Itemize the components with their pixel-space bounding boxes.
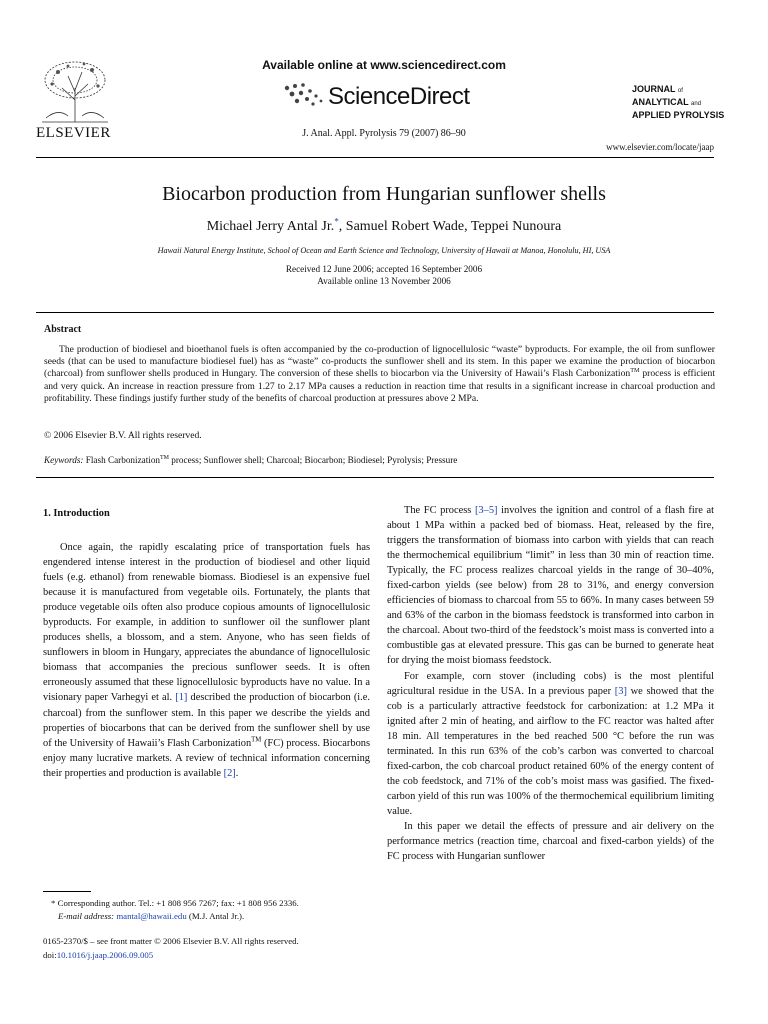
journal-line3: APPLIED PYROLYSIS bbox=[632, 110, 725, 120]
reference-link-3-5[interactable]: [3–5] bbox=[474, 505, 498, 516]
sciencedirect-logo: ScienceDirect bbox=[328, 83, 470, 110]
received-date: Received 12 June 2006; accepted 16 September 2006 bbox=[285, 264, 483, 274]
abstract-bottom-divider bbox=[36, 477, 714, 478]
right-paragraph-2 bbox=[387, 669, 714, 819]
intro-p1-d: . bbox=[235, 767, 239, 779]
available-online-text: Available online at www.sciencedirect.com bbox=[262, 58, 506, 72]
keywords-label: Keywords: bbox=[44, 455, 84, 465]
right-p2-b: we showed that the cob is a particularly attractive feedstock for carbonization: at 1.2 MPa it ignited after 2 min of heating, and airflow to the FC reactor was halted after 18 min. All temperatures in the bed reached 500 °C before the run was terminated. In this run 63% of the cob’s carbon was converted to charcoal fixed-carbon, the cob charcoal product retained 60% of the energy content of the cob feedstock, and 71% of the cob’s moist mass was gasified. The fixed-carbon yield of this run was 100% of the thermochemical equilibrium limiting value. bbox=[387, 685, 714, 817]
intro-p1-c: (FC) process. Biocarbons enjoy many lucrative markets. A review of technical information concerning their properties and production is available bbox=[43, 737, 370, 779]
journal-and: and bbox=[691, 101, 702, 107]
abstract-tm-mark: TM bbox=[630, 367, 640, 375]
left-column bbox=[43, 540, 370, 781]
abstract-text-b: process is efficient and very quick. An increase in reaction pressure from 1.27 to 2.17 MPa causes a reduction in reaction time that results in a significant increase in charcoal production and profitability. These findings justify further study of the benefits of charcoal production at pressures above 2 MPa. bbox=[44, 368, 716, 404]
keywords-a: Flash Carbonization bbox=[83, 455, 161, 465]
affiliation: Hawaii Natural Energy Institute, School of Ocean and Earth Science and Technology, University of Hawaii at Manoa, Honolulu, HI, USA bbox=[157, 246, 611, 255]
reference-link-2[interactable]: [2] bbox=[223, 767, 236, 779]
reference-link-3[interactable]: [3] bbox=[614, 685, 627, 697]
abstract-text bbox=[44, 344, 715, 405]
keywords-b: process; Sunflower shell; Charcoal; Biocarbon; Biodiesel; Pyrolysis; Pressure bbox=[168, 455, 458, 465]
intro-p1-b: described the production of biocarbon (i.e. charcoal) from the sunflower stem. In this paper we describe the yields and properties of biocarbons that can be derived from the sunflower shell by use of the University of Hawaii’s Flash Carbonization bbox=[43, 692, 370, 749]
keywords bbox=[44, 455, 457, 465]
author-1: Michael Jerry Antal Jr. bbox=[206, 219, 335, 234]
sciencedirect-dots-icon bbox=[283, 82, 327, 108]
article-title: Biocarbon production from Hungarian sunflower shells bbox=[162, 183, 606, 205]
doi-label: doi: bbox=[43, 949, 57, 960]
section-heading-introduction: 1. Introduction bbox=[43, 508, 110, 519]
other-authors: , Samuel Robert Wade, Teppei Nunoura bbox=[338, 219, 562, 234]
journal-line1: JOURNAL bbox=[632, 84, 676, 94]
abstract-copyright: © 2006 Elsevier B.V. All rights reserved. bbox=[44, 430, 202, 441]
right-p1-a: The FC process bbox=[404, 505, 475, 516]
abstract-top-divider bbox=[36, 312, 714, 313]
right-p1-b: involves the ignition and control of a flash fire at about 1 MPa within a packed bed of biomass. Heat, released by the fire, triggers the transformation of biomass into carbon with yields that can reach the thermochemical equilibrium “limit” in less than 30 min of reaction time. Typically, the FC process realizes charcoal yields in the range of 30–40%, fixed-carbon yields (see below) from 28 to 31%, and energy conversion efficiencies of biomass to charcoal from 55 to 66%. In many cases between 59 and 63% of the carbon in the biomass feedstock is transformed into carbon in the charcoal. About two-third of the feedstock’s moist mass is converted into a combustible gas at elevated pressure. This gas can be burned to generate heat for drying the moist biomass feedstock. bbox=[387, 505, 714, 667]
doi-link[interactable]: 10.1016/j.jaap.2006.09.005 bbox=[56, 949, 154, 960]
issn-line: 0165-2370/$ – see front matter © 2006 Elsevier B.V. All rights reserved. bbox=[43, 936, 299, 946]
journal-name bbox=[632, 84, 724, 121]
journal-citation: J. Anal. Appl. Pyrolysis 79 (2007) 86–90 bbox=[302, 128, 466, 139]
intro-tm-mark: TM bbox=[251, 736, 262, 744]
article-dates bbox=[0, 263, 768, 287]
journal-line2: ANALYTICAL bbox=[632, 97, 689, 107]
keywords-tm-mark: TM bbox=[160, 454, 169, 461]
intro-paragraph-1 bbox=[43, 540, 370, 781]
header-divider bbox=[36, 157, 714, 158]
footnote-rule bbox=[43, 891, 91, 892]
email-suffix: (M.J. Antal Jr.). bbox=[186, 911, 245, 921]
publisher-name: ELSEVIER bbox=[36, 125, 111, 141]
right-paragraph-1 bbox=[387, 503, 714, 669]
journal-of: of bbox=[677, 88, 683, 94]
right-column bbox=[387, 503, 714, 864]
right-paragraph-3: In this paper we detail the effects of pressure and air delivery on the performance metrics (reaction time, charcoal and fixed-carbon yields) of the FC process with Hungarian sunflower bbox=[387, 820, 714, 863]
email-link[interactable]: mantal@hawaii.edu bbox=[116, 911, 187, 921]
abstract-text-a: The production of biodiesel and bioethanol fuels is often accompanied by the co-production of lignocellulosic “waste” byproducts. For example, the oil from sunflower seeds (that can be used to manufacture biodiesel fuel) has as “waste” co-products the sunflower shell and its stem. In this paper we examine the production of biocarbon (charcoal) from sunflower shells produced in Hungary. The conversion of these shells to biocarbon via the University of Hawaii’s Flash Carbonization bbox=[44, 344, 715, 380]
footnote-text: Corresponding author. Tel.: +1 808 956 7267; fax: +1 808 956 2336. bbox=[55, 898, 299, 908]
corresponding-author-mark[interactable]: * bbox=[334, 216, 339, 227]
available-date: Available online 13 November 2006 bbox=[317, 276, 451, 286]
right-p2-a: For example, corn stover (including cobs) is the most plentiful agricultural residue in the USA. In a previous paper bbox=[387, 670, 714, 697]
front-matter bbox=[43, 935, 373, 962]
journal-url[interactable]: www.elsevier.com/locate/jaap bbox=[606, 142, 714, 152]
email-label: E-mail address: bbox=[58, 911, 115, 921]
footnote-mark: * bbox=[51, 898, 56, 908]
doi-line bbox=[43, 949, 373, 963]
reference-link-1[interactable]: [1] bbox=[175, 692, 188, 704]
abstract-heading: Abstract bbox=[44, 324, 82, 335]
author-list bbox=[0, 216, 768, 235]
intro-p1-a: Once again, the rapidly escalating price of transportation fuels has engendered intense interest in the production of biodiesel and other liquid fuels (e.g. ethanol) from renewable biomass. Biodiesel is an expensive fuel because it is manufactured from vegetable oils. Fortunately, the plants that produce vegetable oils often also produce copious amounts of lignocellulosic byproducts. For example, in addition to sunflower oil the sunflower plant produces shells, a blossom, and a stem. Anyone, who has seen fields of sunflowers in bloom in Hungary, appreciates the abundance of lignocellulosic biomass that accompanies the precious sunflower seeds. It is often erroneously assumed that these lignocellulosic byproducts have no value. In a visionary paper Varhegyi et al. bbox=[43, 542, 370, 704]
corresponding-author-footnote bbox=[43, 897, 373, 923]
